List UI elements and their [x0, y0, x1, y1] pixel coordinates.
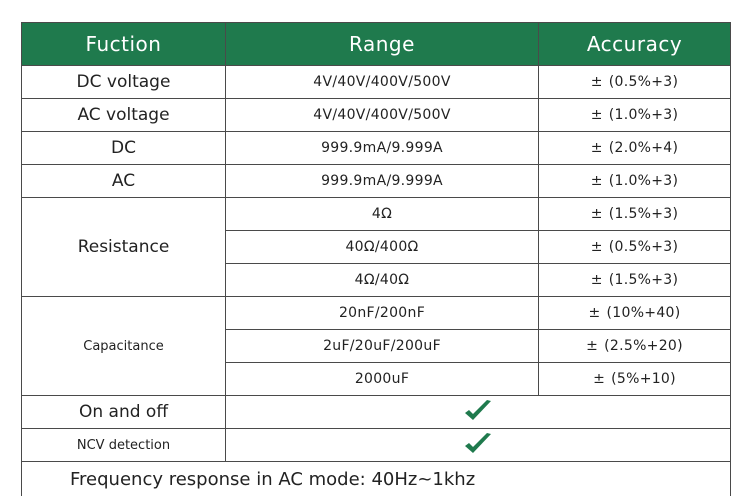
range-cell: 2uF/20uF/200uF — [226, 330, 539, 363]
accuracy-value: (0.5%+3) — [609, 239, 679, 255]
function-cell: DC — [22, 132, 226, 165]
accuracy-value: (10%+40) — [607, 305, 681, 321]
range-cell: 4Ω/40Ω — [226, 264, 539, 297]
plus-minus-sign: ± — [586, 338, 598, 354]
table-row — [22, 66, 731, 99]
plus-minus-sign: ± — [591, 173, 603, 189]
range-cell: 40Ω/400Ω — [226, 231, 539, 264]
range-cell: 2000uF — [226, 363, 539, 396]
accuracy-cell — [539, 198, 731, 231]
function-cell: NCV detection — [22, 429, 226, 462]
range-cell: 4Ω — [226, 198, 539, 231]
accuracy-value: (1.0%+3) — [609, 173, 679, 189]
accuracy-value: (1.5%+3) — [609, 206, 679, 222]
header-range: Range — [226, 23, 539, 66]
function-cell: AC voltage — [22, 99, 226, 132]
accuracy-cell — [539, 66, 731, 99]
table-row — [22, 165, 731, 198]
range-cell: 4V/40V/400V/500V — [226, 66, 539, 99]
table-row — [22, 297, 731, 330]
accuracy-cell — [539, 165, 731, 198]
accuracy-cell — [539, 297, 731, 330]
checkmark-icon — [463, 399, 493, 425]
plus-minus-sign: ± — [591, 107, 603, 123]
accuracy-cell — [539, 99, 731, 132]
check-cell — [226, 429, 731, 462]
table-row — [22, 198, 731, 231]
accuracy-value: (1.5%+3) — [609, 272, 679, 288]
frequency-response-note: Frequency response in AC mode: 40Hz~1khz — [22, 462, 731, 496]
plus-minus-sign: ± — [588, 305, 600, 321]
plus-minus-sign: ± — [591, 74, 603, 90]
range-cell: 999.9mA/9.999A — [226, 132, 539, 165]
function-cell: DC voltage — [22, 66, 226, 99]
range-cell: 20nF/200nF — [226, 297, 539, 330]
plus-minus-sign: ± — [591, 140, 603, 156]
header-function: Fuction — [22, 23, 226, 66]
footer-row — [22, 462, 731, 496]
function-cell: AC — [22, 165, 226, 198]
accuracy-cell — [539, 363, 731, 396]
plus-minus-sign: ± — [591, 272, 603, 288]
plus-minus-sign: ± — [591, 206, 603, 222]
table-row — [22, 132, 731, 165]
accuracy-value: (2.5%+20) — [604, 338, 683, 354]
function-cell: Resistance — [22, 198, 226, 297]
accuracy-value: (2.0%+4) — [609, 140, 679, 156]
accuracy-cell — [539, 132, 731, 165]
table-row — [22, 99, 731, 132]
check-cell — [226, 396, 731, 429]
accuracy-value: (5%+10) — [611, 371, 676, 387]
table-row — [22, 396, 731, 429]
range-cell: 4V/40V/400V/500V — [226, 99, 539, 132]
spec-table — [21, 22, 731, 496]
accuracy-value: (0.5%+3) — [609, 74, 679, 90]
plus-minus-sign: ± — [593, 371, 605, 387]
header-accuracy: Accuracy — [539, 23, 731, 66]
range-cell: 999.9mA/9.999A — [226, 165, 539, 198]
plus-minus-sign: ± — [591, 239, 603, 255]
header-row — [22, 23, 731, 66]
accuracy-cell — [539, 330, 731, 363]
function-cell: On and off — [22, 396, 226, 429]
accuracy-value: (1.0%+3) — [609, 107, 679, 123]
accuracy-cell — [539, 264, 731, 297]
accuracy-cell — [539, 231, 731, 264]
table-row — [22, 429, 731, 462]
function-cell: Capacitance — [22, 297, 226, 396]
checkmark-icon — [463, 432, 493, 458]
